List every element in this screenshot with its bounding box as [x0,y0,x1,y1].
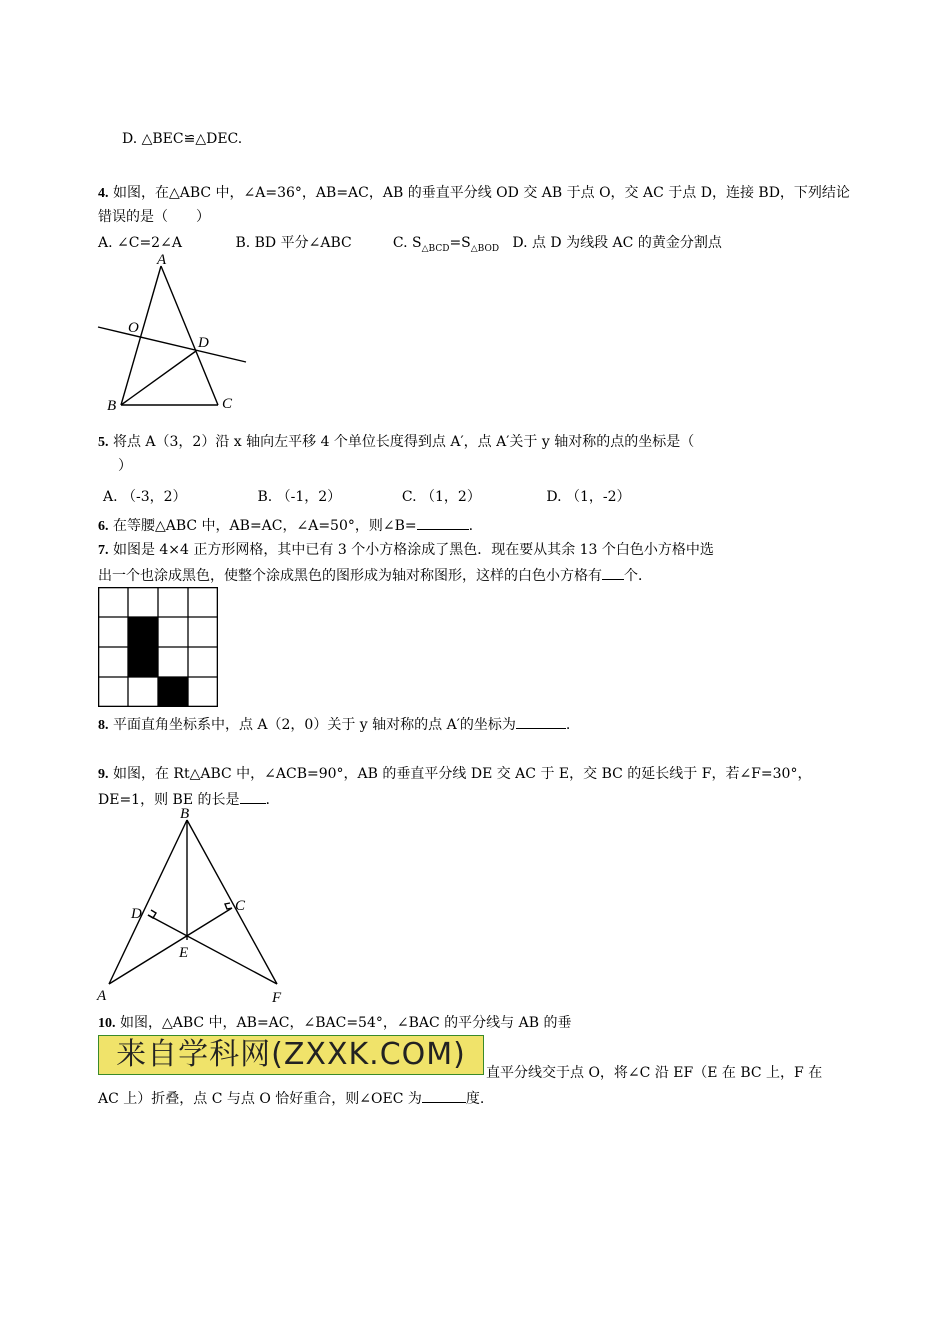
q10-line2: 直平分线交于点 O，将∠C 沿 EF（E 在 BC 上，F 在 [486,1065,823,1081]
q5-option-c: C. （1，2） [401,489,481,505]
q4-option-c [393,233,508,259]
q4-option-b: B. BD 平分∠ABC [235,235,352,251]
q6-line [98,515,473,537]
q7-text-2b: 个． [624,568,652,584]
q10-text-3b: 度. [465,1091,485,1107]
grid-cell-black [158,677,188,707]
q9-line1 [98,764,811,785]
q9-text-2b: . [265,792,270,808]
q9-label-e: E [179,945,189,961]
q4-number: 4. [98,186,109,201]
q9-label-d: D [131,906,142,922]
q4-option-d: D. 点 D 为线段 AC 的黄金分割点 [512,235,722,251]
q5-option-d: D. （1，-2） [546,489,631,505]
q4-option-c-prefix: C. S [392,235,422,251]
q4-label-c: C [222,396,233,412]
q10-line1 [98,1013,571,1034]
q9-label-a: A [97,988,107,1004]
q9-label-c: C [235,898,246,914]
q10-answer-blank[interactable] [422,1088,466,1103]
q6-answer-blank[interactable] [417,515,469,530]
q4-option-a: A. ∠C=2∠A [98,235,182,251]
q8-answer-blank[interactable] [516,714,566,729]
q5-text: 将点 A（3，2）沿 x 轴向左平移 4 个单位长度得到点 A′，点 A′关于 y 轴对称的点的坐标是（ [112,434,695,450]
q10-text-3a: AC 上）折叠，点 C 与点 O 恰好重合，则∠OEC 为 [98,1091,422,1107]
q4-option-c-sub1: △BCD [421,243,450,254]
q4-text: 如图，在△ABC 中，∠A=36°，AB=AC，AB 的垂直平分线 OD 交 AB 于点 O，交 AC 于点 D，连接 BD，下列结论 [112,185,850,201]
q7-grid-figure [98,587,218,707]
q4-label-b: B [107,398,117,414]
q7-text: 如图是 4×4 正方形网格，其中已有 3 个小方格涂成了黑色．现在要从其余 13 个白色小方格中选 [112,542,714,558]
q5-line1 [98,432,694,453]
q9-label-f: F [272,990,282,1006]
q4-option-c-mid: =S [449,235,471,251]
q10-line3 [98,1088,484,1109]
q10-text: 如图，△ABC 中，AB=AC，∠BAC=54°，∠BAC 的平分线与 AB 的垂 [119,1015,572,1031]
q5-option-a: A. （-3，2） [103,489,187,505]
grid-cell-black [128,617,158,647]
q6-text: 在等腰△ABC 中，AB=AC，∠A=50°，则∠B= [112,518,417,534]
q3-option-d: D. △BEC≌△DEC. [122,131,243,147]
q8-line [98,714,570,736]
q9-number: 9. [98,767,109,782]
q9-text-2a: DE=1，则 BE 的长是 [98,792,240,808]
q7-answer-blank[interactable] [602,565,624,580]
q8-end: . [565,717,571,733]
q4-triangle-figure [95,252,255,414]
q4-line2: 错误的是（ ） [98,209,210,225]
q9-answer-blank[interactable] [240,789,266,804]
q8-number: 8. [98,718,109,733]
q4-line1 [98,183,850,204]
q6-number: 6. [98,519,109,534]
q7-line1 [98,540,714,561]
q6-end: . [468,518,474,534]
q4-label-d: D [198,335,209,351]
q5-line2: ） [118,458,132,474]
q4-option-c-sub2: △BOD [470,243,500,254]
q10-number: 10. [98,1016,116,1031]
q8-text: 平面直角坐标系中，点 A（2，0）关于 y 轴对称的点 A′的坐标为 [112,717,516,733]
q7-text-2a: 出一个也涂成黑色，使整个涂成黑色的图形成为轴对称图形，这样的白色小方格有 [98,568,602,584]
q9-text: 如图，在 Rt△ABC 中，∠ACB=90°，AB 的垂直平分线 DE 交 AC 于 E，交 BC 的延长线于 F，若∠F=30°， [112,766,812,782]
q5-options [103,487,631,507]
q4-label-a: A [157,252,167,268]
q7-line2 [98,565,652,586]
q5-option-b: B. （-1，2） [257,489,342,505]
q4-label-o: O [128,320,139,336]
grid-cell-black [128,647,158,677]
watermark-banner: 来自学科网(ZXXK.COM) [98,1035,484,1075]
q9-label-b: B [180,806,190,822]
q7-number: 7. [98,543,109,558]
q5-number: 5. [98,435,109,450]
q9-triangle-figure [95,806,295,1006]
